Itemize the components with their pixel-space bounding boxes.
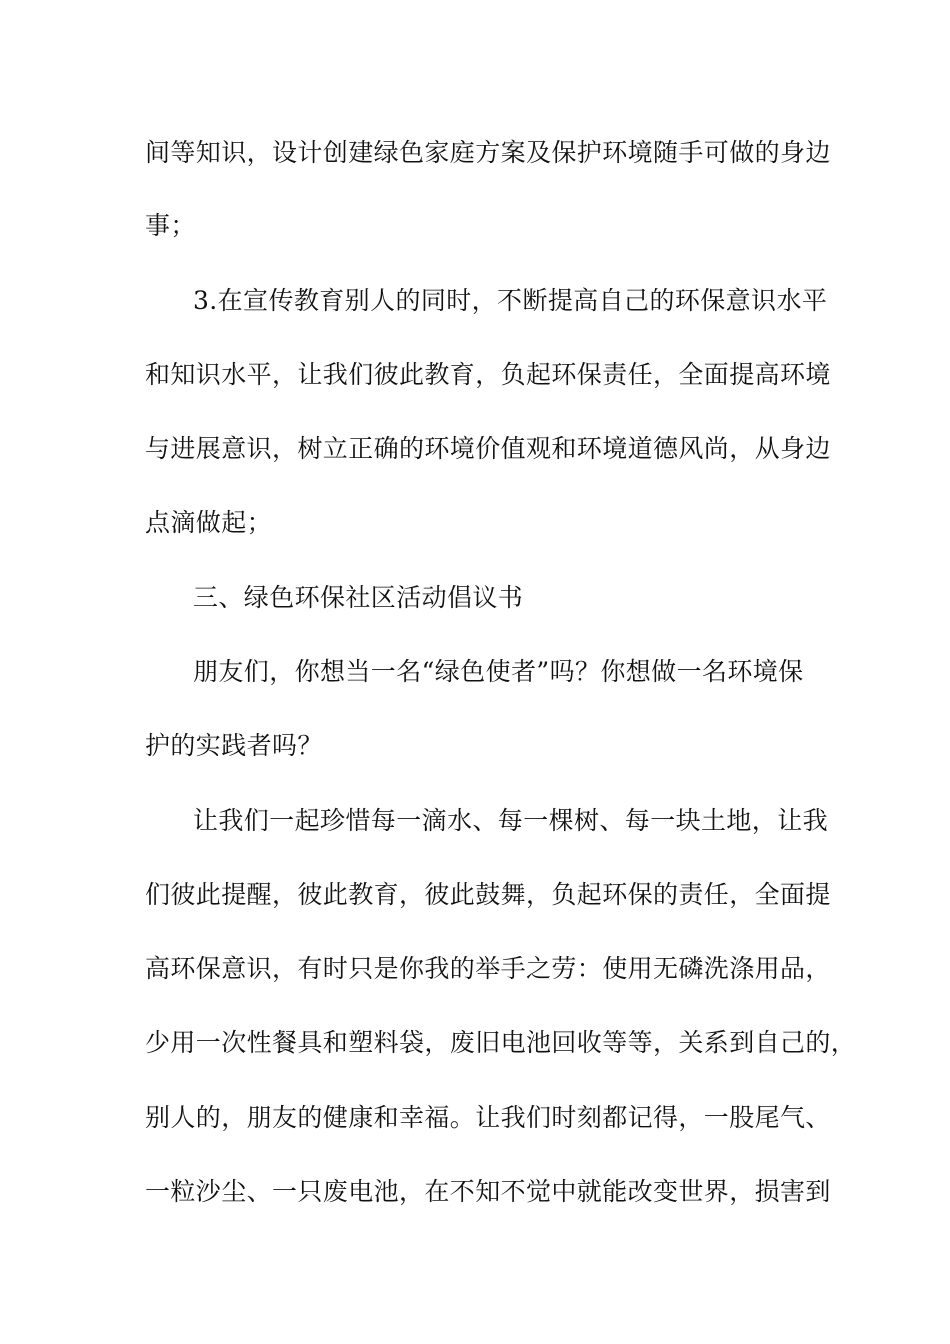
text-line: 少用一次性餐具和塑料袋，废旧电池回收等等，关系到自己的， [145,1028,857,1057]
text-line: 间等知识，设计创建绿色家庭方案及保护环境随手可做的身边 [145,138,831,167]
text-line: 护的实践者吗？ [145,731,323,760]
text-line: 点滴做起； [145,508,273,537]
section-heading: 三、绿色环保社区活动倡议书 [193,583,524,612]
paragraph-start: 让我们一起珍惜每一滴水、每一棵树、每一块土地，让我 [193,806,829,835]
text-line: 高环保意识，有时只是你我的举手之劳：使用无磷洗涤用品， [145,954,831,983]
text-line: 与进展意识，树立正确的环境价值观和环境道德风尚，从身边 [145,434,831,463]
list-item-3: 3.在宣传教育别人的同时，不断提高自己的环保意识水平 [193,286,828,315]
text-line: 事； [145,211,196,240]
text-line: 们彼此提醒，彼此教育，彼此鼓舞，负起环保的责任，全面提 [145,880,831,909]
text-line: 和知识水平，让我们彼此教育，负起环保责任，全面提高环境 [145,360,831,389]
text-line: 别人的，朋友的健康和幸福。让我们时刻都记得，一股尾气、 [145,1103,831,1132]
paragraph-start: 朋友们，你想当一名“绿色使者”吗？你想做一名环境保 [193,657,804,686]
text-line: 一粒沙尘、一只废电池，在不知不觉中就能改变世界，损害到 [145,1177,831,1206]
